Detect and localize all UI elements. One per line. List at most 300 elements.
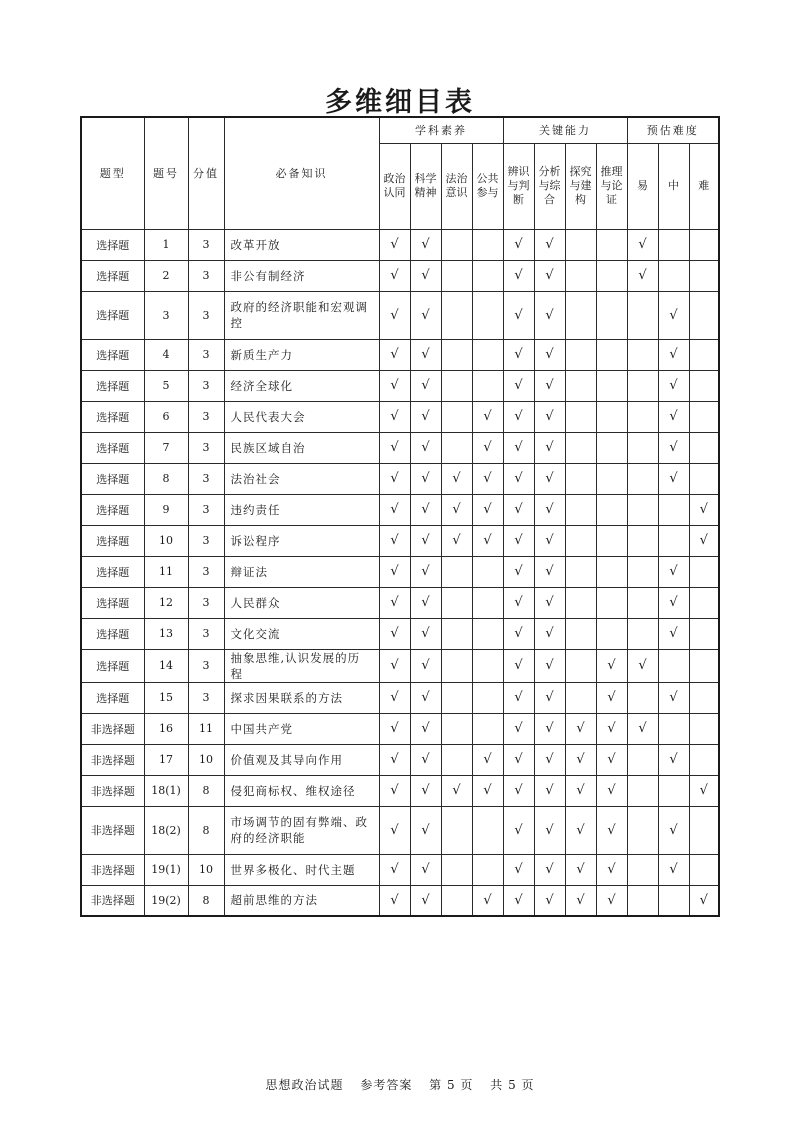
check-mark-medium: √ (658, 618, 689, 649)
check-mark-explore-construct: √ (565, 713, 596, 744)
check-mark-identify-judge: √ (503, 854, 534, 885)
check-mark-hard: √ (689, 494, 719, 525)
table-row (81, 291, 719, 339)
empty-cell-hard (689, 401, 719, 432)
header-rule-of-law: 法治意识 (441, 143, 472, 229)
check-mark-scientific-spirit: √ (410, 525, 441, 556)
cell-type: 非选择题 (81, 806, 144, 854)
cell-number: 18(2) (144, 806, 188, 854)
cell-knowledge: 改革开放 (224, 229, 379, 260)
empty-cell-easy (627, 587, 658, 618)
check-mark-political-identity: √ (379, 587, 410, 618)
empty-cell-hard (689, 339, 719, 370)
empty-cell-hard (689, 229, 719, 260)
check-mark-analyze-synthesize: √ (534, 744, 565, 775)
cell-number: 19(1) (144, 854, 188, 885)
check-mark-hard: √ (689, 885, 719, 916)
empty-cell-explore-construct (565, 370, 596, 401)
table-row (81, 432, 719, 463)
cell-type: 选择题 (81, 556, 144, 587)
check-mark-scientific-spirit: √ (410, 885, 441, 916)
header-scientific-spirit: 科学精神 (410, 143, 441, 229)
empty-cell-hard (689, 432, 719, 463)
cell-knowledge: 侵犯商标权、维权途径 (224, 775, 379, 806)
check-mark-political-identity: √ (379, 775, 410, 806)
check-mark-scientific-spirit: √ (410, 401, 441, 432)
empty-cell-easy (627, 401, 658, 432)
empty-cell-explore-construct (565, 587, 596, 618)
cell-knowledge: 非公有制经济 (224, 260, 379, 291)
cell-type: 选择题 (81, 339, 144, 370)
check-mark-political-identity: √ (379, 713, 410, 744)
empty-cell-explore-construct (565, 339, 596, 370)
empty-cell-public-participation (472, 339, 503, 370)
empty-cell-reason-argue (596, 556, 627, 587)
empty-cell-easy (627, 854, 658, 885)
check-mark-explore-construct: √ (565, 775, 596, 806)
check-mark-rule-of-law: √ (441, 463, 472, 494)
cell-type: 非选择题 (81, 775, 144, 806)
empty-cell-public-participation (472, 649, 503, 682)
empty-cell-easy (627, 885, 658, 916)
check-mark-identify-judge: √ (503, 806, 534, 854)
header-reason-argue: 推理与论证 (596, 143, 627, 229)
empty-cell-public-participation (472, 556, 503, 587)
cell-score: 3 (188, 618, 224, 649)
check-mark-scientific-spirit: √ (410, 339, 441, 370)
footer-page: 第 5 页 (429, 1078, 474, 1092)
check-mark-identify-judge: √ (503, 260, 534, 291)
table-row (81, 854, 719, 885)
check-mark-scientific-spirit: √ (410, 806, 441, 854)
cell-number: 2 (144, 260, 188, 291)
cell-knowledge: 新质生产力 (224, 339, 379, 370)
check-mark-identify-judge: √ (503, 432, 534, 463)
cell-number: 5 (144, 370, 188, 401)
cell-type: 非选择题 (81, 854, 144, 885)
cell-knowledge: 违约责任 (224, 494, 379, 525)
cell-score: 3 (188, 525, 224, 556)
cell-knowledge: 人民代表大会 (224, 401, 379, 432)
check-mark-political-identity: √ (379, 649, 410, 682)
check-mark-easy: √ (627, 649, 658, 682)
check-mark-analyze-synthesize: √ (534, 885, 565, 916)
empty-cell-reason-argue (596, 494, 627, 525)
check-mark-analyze-synthesize: √ (534, 370, 565, 401)
check-mark-scientific-spirit: √ (410, 370, 441, 401)
check-mark-identify-judge: √ (503, 401, 534, 432)
check-mark-analyze-synthesize: √ (534, 649, 565, 682)
cell-score: 3 (188, 556, 224, 587)
cell-number: 14 (144, 649, 188, 682)
check-mark-identify-judge: √ (503, 525, 534, 556)
check-mark-analyze-synthesize: √ (534, 229, 565, 260)
check-mark-medium: √ (658, 587, 689, 618)
empty-cell-reason-argue (596, 401, 627, 432)
check-mark-reason-argue: √ (596, 713, 627, 744)
empty-cell-explore-construct (565, 432, 596, 463)
check-mark-explore-construct: √ (565, 806, 596, 854)
header-explore-construct: 探究与建构 (565, 143, 596, 229)
empty-cell-public-participation (472, 370, 503, 401)
empty-cell-reason-argue (596, 525, 627, 556)
check-mark-identify-judge: √ (503, 744, 534, 775)
empty-cell-rule-of-law (441, 854, 472, 885)
empty-cell-rule-of-law (441, 806, 472, 854)
empty-cell-hard (689, 713, 719, 744)
check-mark-medium: √ (658, 682, 689, 713)
check-mark-scientific-spirit: √ (410, 618, 441, 649)
cell-type: 选择题 (81, 494, 144, 525)
cell-score: 8 (188, 806, 224, 854)
check-mark-identify-judge: √ (503, 291, 534, 339)
check-mark-political-identity: √ (379, 370, 410, 401)
table-row (81, 525, 719, 556)
check-mark-identify-judge: √ (503, 649, 534, 682)
check-mark-identify-judge: √ (503, 885, 534, 916)
check-mark-reason-argue: √ (596, 682, 627, 713)
check-mark-analyze-synthesize: √ (534, 682, 565, 713)
check-mark-political-identity: √ (379, 525, 410, 556)
check-mark-explore-construct: √ (565, 854, 596, 885)
empty-cell-rule-of-law (441, 291, 472, 339)
check-mark-public-participation: √ (472, 744, 503, 775)
empty-cell-medium (658, 494, 689, 525)
table-row (81, 339, 719, 370)
check-mark-hard: √ (689, 525, 719, 556)
check-mark-medium: √ (658, 744, 689, 775)
cell-type: 选择题 (81, 649, 144, 682)
empty-cell-hard (689, 463, 719, 494)
empty-cell-rule-of-law (441, 432, 472, 463)
empty-cell-easy (627, 432, 658, 463)
check-mark-rule-of-law: √ (441, 775, 472, 806)
empty-cell-medium (658, 885, 689, 916)
check-mark-public-participation: √ (472, 494, 503, 525)
header-hard: 难 (689, 143, 719, 229)
cell-knowledge: 中国共产党 (224, 713, 379, 744)
cell-type: 选择题 (81, 291, 144, 339)
empty-cell-hard (689, 744, 719, 775)
empty-cell-easy (627, 494, 658, 525)
check-mark-rule-of-law: √ (441, 525, 472, 556)
cell-knowledge: 世界多极化、时代主题 (224, 854, 379, 885)
cell-number: 17 (144, 744, 188, 775)
check-mark-political-identity: √ (379, 806, 410, 854)
empty-cell-easy (627, 525, 658, 556)
table-row (81, 370, 719, 401)
empty-cell-rule-of-law (441, 744, 472, 775)
empty-cell-rule-of-law (441, 229, 472, 260)
check-mark-scientific-spirit: √ (410, 494, 441, 525)
table-row (81, 587, 719, 618)
check-mark-analyze-synthesize: √ (534, 775, 565, 806)
check-mark-identify-judge: √ (503, 229, 534, 260)
check-mark-analyze-synthesize: √ (534, 713, 565, 744)
check-mark-medium: √ (658, 556, 689, 587)
header-group-literacy: 学科素养 (379, 117, 503, 143)
check-mark-scientific-spirit: √ (410, 556, 441, 587)
empty-cell-public-participation (472, 587, 503, 618)
empty-cell-hard (689, 260, 719, 291)
empty-cell-rule-of-law (441, 885, 472, 916)
check-mark-reason-argue: √ (596, 854, 627, 885)
check-mark-scientific-spirit: √ (410, 463, 441, 494)
cell-type: 选择题 (81, 260, 144, 291)
check-mark-analyze-synthesize: √ (534, 432, 565, 463)
table-row (81, 649, 719, 682)
cell-knowledge: 抽象思维,认识发展的历程 (224, 649, 379, 682)
cell-score: 3 (188, 370, 224, 401)
check-mark-identify-judge: √ (503, 494, 534, 525)
table-row (81, 682, 719, 713)
empty-cell-public-participation (472, 713, 503, 744)
check-mark-political-identity: √ (379, 432, 410, 463)
empty-cell-explore-construct (565, 682, 596, 713)
check-mark-analyze-synthesize: √ (534, 556, 565, 587)
cell-type: 选择题 (81, 432, 144, 463)
empty-cell-reason-argue (596, 432, 627, 463)
footer-subject: 思想政治试题 (265, 1078, 344, 1092)
table-row (81, 260, 719, 291)
cell-number: 16 (144, 713, 188, 744)
check-mark-explore-construct: √ (565, 744, 596, 775)
cell-number: 18(1) (144, 775, 188, 806)
cell-type: 选择题 (81, 618, 144, 649)
cell-number: 8 (144, 463, 188, 494)
empty-cell-rule-of-law (441, 682, 472, 713)
cell-number: 11 (144, 556, 188, 587)
check-mark-reason-argue: √ (596, 744, 627, 775)
empty-cell-easy (627, 339, 658, 370)
empty-cell-reason-argue (596, 260, 627, 291)
empty-cell-rule-of-law (441, 556, 472, 587)
cell-number: 12 (144, 587, 188, 618)
check-mark-identify-judge: √ (503, 339, 534, 370)
cell-score: 3 (188, 291, 224, 339)
page-footer (0, 1076, 800, 1093)
cell-knowledge: 政府的经济职能和宏观调控 (224, 291, 379, 339)
empty-cell-explore-construct (565, 229, 596, 260)
empty-cell-public-participation (472, 854, 503, 885)
table-row (81, 618, 719, 649)
table-row (81, 494, 719, 525)
check-mark-public-participation: √ (472, 775, 503, 806)
check-mark-political-identity: √ (379, 260, 410, 291)
empty-cell-reason-argue (596, 587, 627, 618)
check-mark-easy: √ (627, 229, 658, 260)
cell-score: 3 (188, 229, 224, 260)
cell-score: 8 (188, 885, 224, 916)
empty-cell-easy (627, 744, 658, 775)
header-knowledge: 必备知识 (224, 117, 379, 229)
empty-cell-public-participation (472, 618, 503, 649)
cell-score: 8 (188, 775, 224, 806)
table-row (81, 401, 719, 432)
cell-type: 选择题 (81, 682, 144, 713)
check-mark-identify-judge: √ (503, 713, 534, 744)
cell-score: 3 (188, 432, 224, 463)
header-group-ability: 关键能力 (503, 117, 627, 143)
check-mark-easy: √ (627, 260, 658, 291)
check-mark-identify-judge: √ (503, 556, 534, 587)
check-mark-political-identity: √ (379, 229, 410, 260)
cell-knowledge: 辩证法 (224, 556, 379, 587)
empty-cell-rule-of-law (441, 618, 472, 649)
cell-score: 3 (188, 682, 224, 713)
cell-type: 非选择题 (81, 713, 144, 744)
header-type: 题型 (81, 117, 144, 229)
empty-cell-public-participation (472, 291, 503, 339)
empty-cell-explore-construct (565, 525, 596, 556)
specification-table (80, 116, 720, 917)
check-mark-medium: √ (658, 463, 689, 494)
check-mark-political-identity: √ (379, 744, 410, 775)
empty-cell-medium (658, 649, 689, 682)
cell-score: 3 (188, 260, 224, 291)
empty-cell-explore-construct (565, 291, 596, 339)
check-mark-political-identity: √ (379, 618, 410, 649)
check-mark-analyze-synthesize: √ (534, 854, 565, 885)
empty-cell-rule-of-law (441, 370, 472, 401)
empty-cell-hard (689, 618, 719, 649)
check-mark-rule-of-law: √ (441, 494, 472, 525)
check-mark-political-identity: √ (379, 682, 410, 713)
cell-knowledge: 文化交流 (224, 618, 379, 649)
check-mark-public-participation: √ (472, 885, 503, 916)
cell-number: 4 (144, 339, 188, 370)
check-mark-identify-judge: √ (503, 775, 534, 806)
empty-cell-rule-of-law (441, 649, 472, 682)
cell-number: 13 (144, 618, 188, 649)
check-mark-analyze-synthesize: √ (534, 587, 565, 618)
cell-score: 3 (188, 587, 224, 618)
cell-type: 非选择题 (81, 744, 144, 775)
check-mark-scientific-spirit: √ (410, 260, 441, 291)
header-medium: 中 (658, 143, 689, 229)
cell-knowledge: 民族区域自治 (224, 432, 379, 463)
table-row (81, 744, 719, 775)
empty-cell-hard (689, 682, 719, 713)
empty-cell-medium (658, 229, 689, 260)
table-row (81, 775, 719, 806)
empty-cell-hard (689, 291, 719, 339)
cell-score: 3 (188, 401, 224, 432)
empty-cell-explore-construct (565, 463, 596, 494)
cell-score: 11 (188, 713, 224, 744)
empty-cell-public-participation (472, 806, 503, 854)
check-mark-public-participation: √ (472, 463, 503, 494)
empty-cell-easy (627, 806, 658, 854)
check-mark-identify-judge: √ (503, 618, 534, 649)
empty-cell-medium (658, 260, 689, 291)
cell-number: 1 (144, 229, 188, 260)
cell-type: 选择题 (81, 229, 144, 260)
empty-cell-hard (689, 587, 719, 618)
cell-knowledge: 诉讼程序 (224, 525, 379, 556)
empty-cell-easy (627, 682, 658, 713)
check-mark-scientific-spirit: √ (410, 229, 441, 260)
table-row (81, 806, 719, 854)
cell-number: 6 (144, 401, 188, 432)
empty-cell-public-participation (472, 260, 503, 291)
cell-score: 3 (188, 494, 224, 525)
check-mark-identify-judge: √ (503, 370, 534, 401)
empty-cell-reason-argue (596, 229, 627, 260)
table-row (81, 713, 719, 744)
check-mark-political-identity: √ (379, 854, 410, 885)
check-mark-political-identity: √ (379, 556, 410, 587)
empty-cell-reason-argue (596, 370, 627, 401)
check-mark-identify-judge: √ (503, 463, 534, 494)
header-political-identity: 政治认同 (379, 143, 410, 229)
check-mark-public-participation: √ (472, 432, 503, 463)
check-mark-public-participation: √ (472, 525, 503, 556)
cell-number: 9 (144, 494, 188, 525)
cell-type: 选择题 (81, 525, 144, 556)
cell-number: 3 (144, 291, 188, 339)
check-mark-political-identity: √ (379, 494, 410, 525)
empty-cell-medium (658, 775, 689, 806)
empty-cell-hard (689, 854, 719, 885)
cell-knowledge: 价值观及其导向作用 (224, 744, 379, 775)
empty-cell-hard (689, 649, 719, 682)
check-mark-reason-argue: √ (596, 806, 627, 854)
check-mark-public-participation: √ (472, 401, 503, 432)
check-mark-medium: √ (658, 401, 689, 432)
cell-score: 3 (188, 463, 224, 494)
table-row (81, 463, 719, 494)
check-mark-identify-judge: √ (503, 682, 534, 713)
header-score: 分值 (188, 117, 224, 229)
check-mark-medium: √ (658, 291, 689, 339)
empty-cell-reason-argue (596, 339, 627, 370)
page-title: 多维细目表 (325, 87, 475, 118)
empty-cell-explore-construct (565, 494, 596, 525)
check-mark-reason-argue: √ (596, 775, 627, 806)
check-mark-medium: √ (658, 339, 689, 370)
empty-cell-hard (689, 556, 719, 587)
cell-score: 3 (188, 649, 224, 682)
empty-cell-easy (627, 291, 658, 339)
empty-cell-rule-of-law (441, 260, 472, 291)
header-number: 题号 (144, 117, 188, 229)
header-identify-judge: 辨识与判断 (503, 143, 534, 229)
check-mark-political-identity: √ (379, 885, 410, 916)
cell-score: 3 (188, 339, 224, 370)
footer-answer: 参考答案 (360, 1078, 413, 1092)
empty-cell-explore-construct (565, 260, 596, 291)
check-mark-political-identity: √ (379, 401, 410, 432)
header-analyze-synthesize: 分析与综合 (534, 143, 565, 229)
empty-cell-medium (658, 525, 689, 556)
table-row (81, 556, 719, 587)
cell-type: 选择题 (81, 587, 144, 618)
check-mark-analyze-synthesize: √ (534, 618, 565, 649)
empty-cell-explore-construct (565, 618, 596, 649)
empty-cell-easy (627, 556, 658, 587)
check-mark-medium: √ (658, 432, 689, 463)
table-row (81, 229, 719, 260)
table-row (81, 885, 719, 916)
check-mark-scientific-spirit: √ (410, 775, 441, 806)
check-mark-analyze-synthesize: √ (534, 525, 565, 556)
cell-type: 非选择题 (81, 885, 144, 916)
cell-knowledge: 超前思维的方法 (224, 885, 379, 916)
empty-cell-reason-argue (596, 463, 627, 494)
empty-cell-rule-of-law (441, 713, 472, 744)
empty-cell-medium (658, 713, 689, 744)
